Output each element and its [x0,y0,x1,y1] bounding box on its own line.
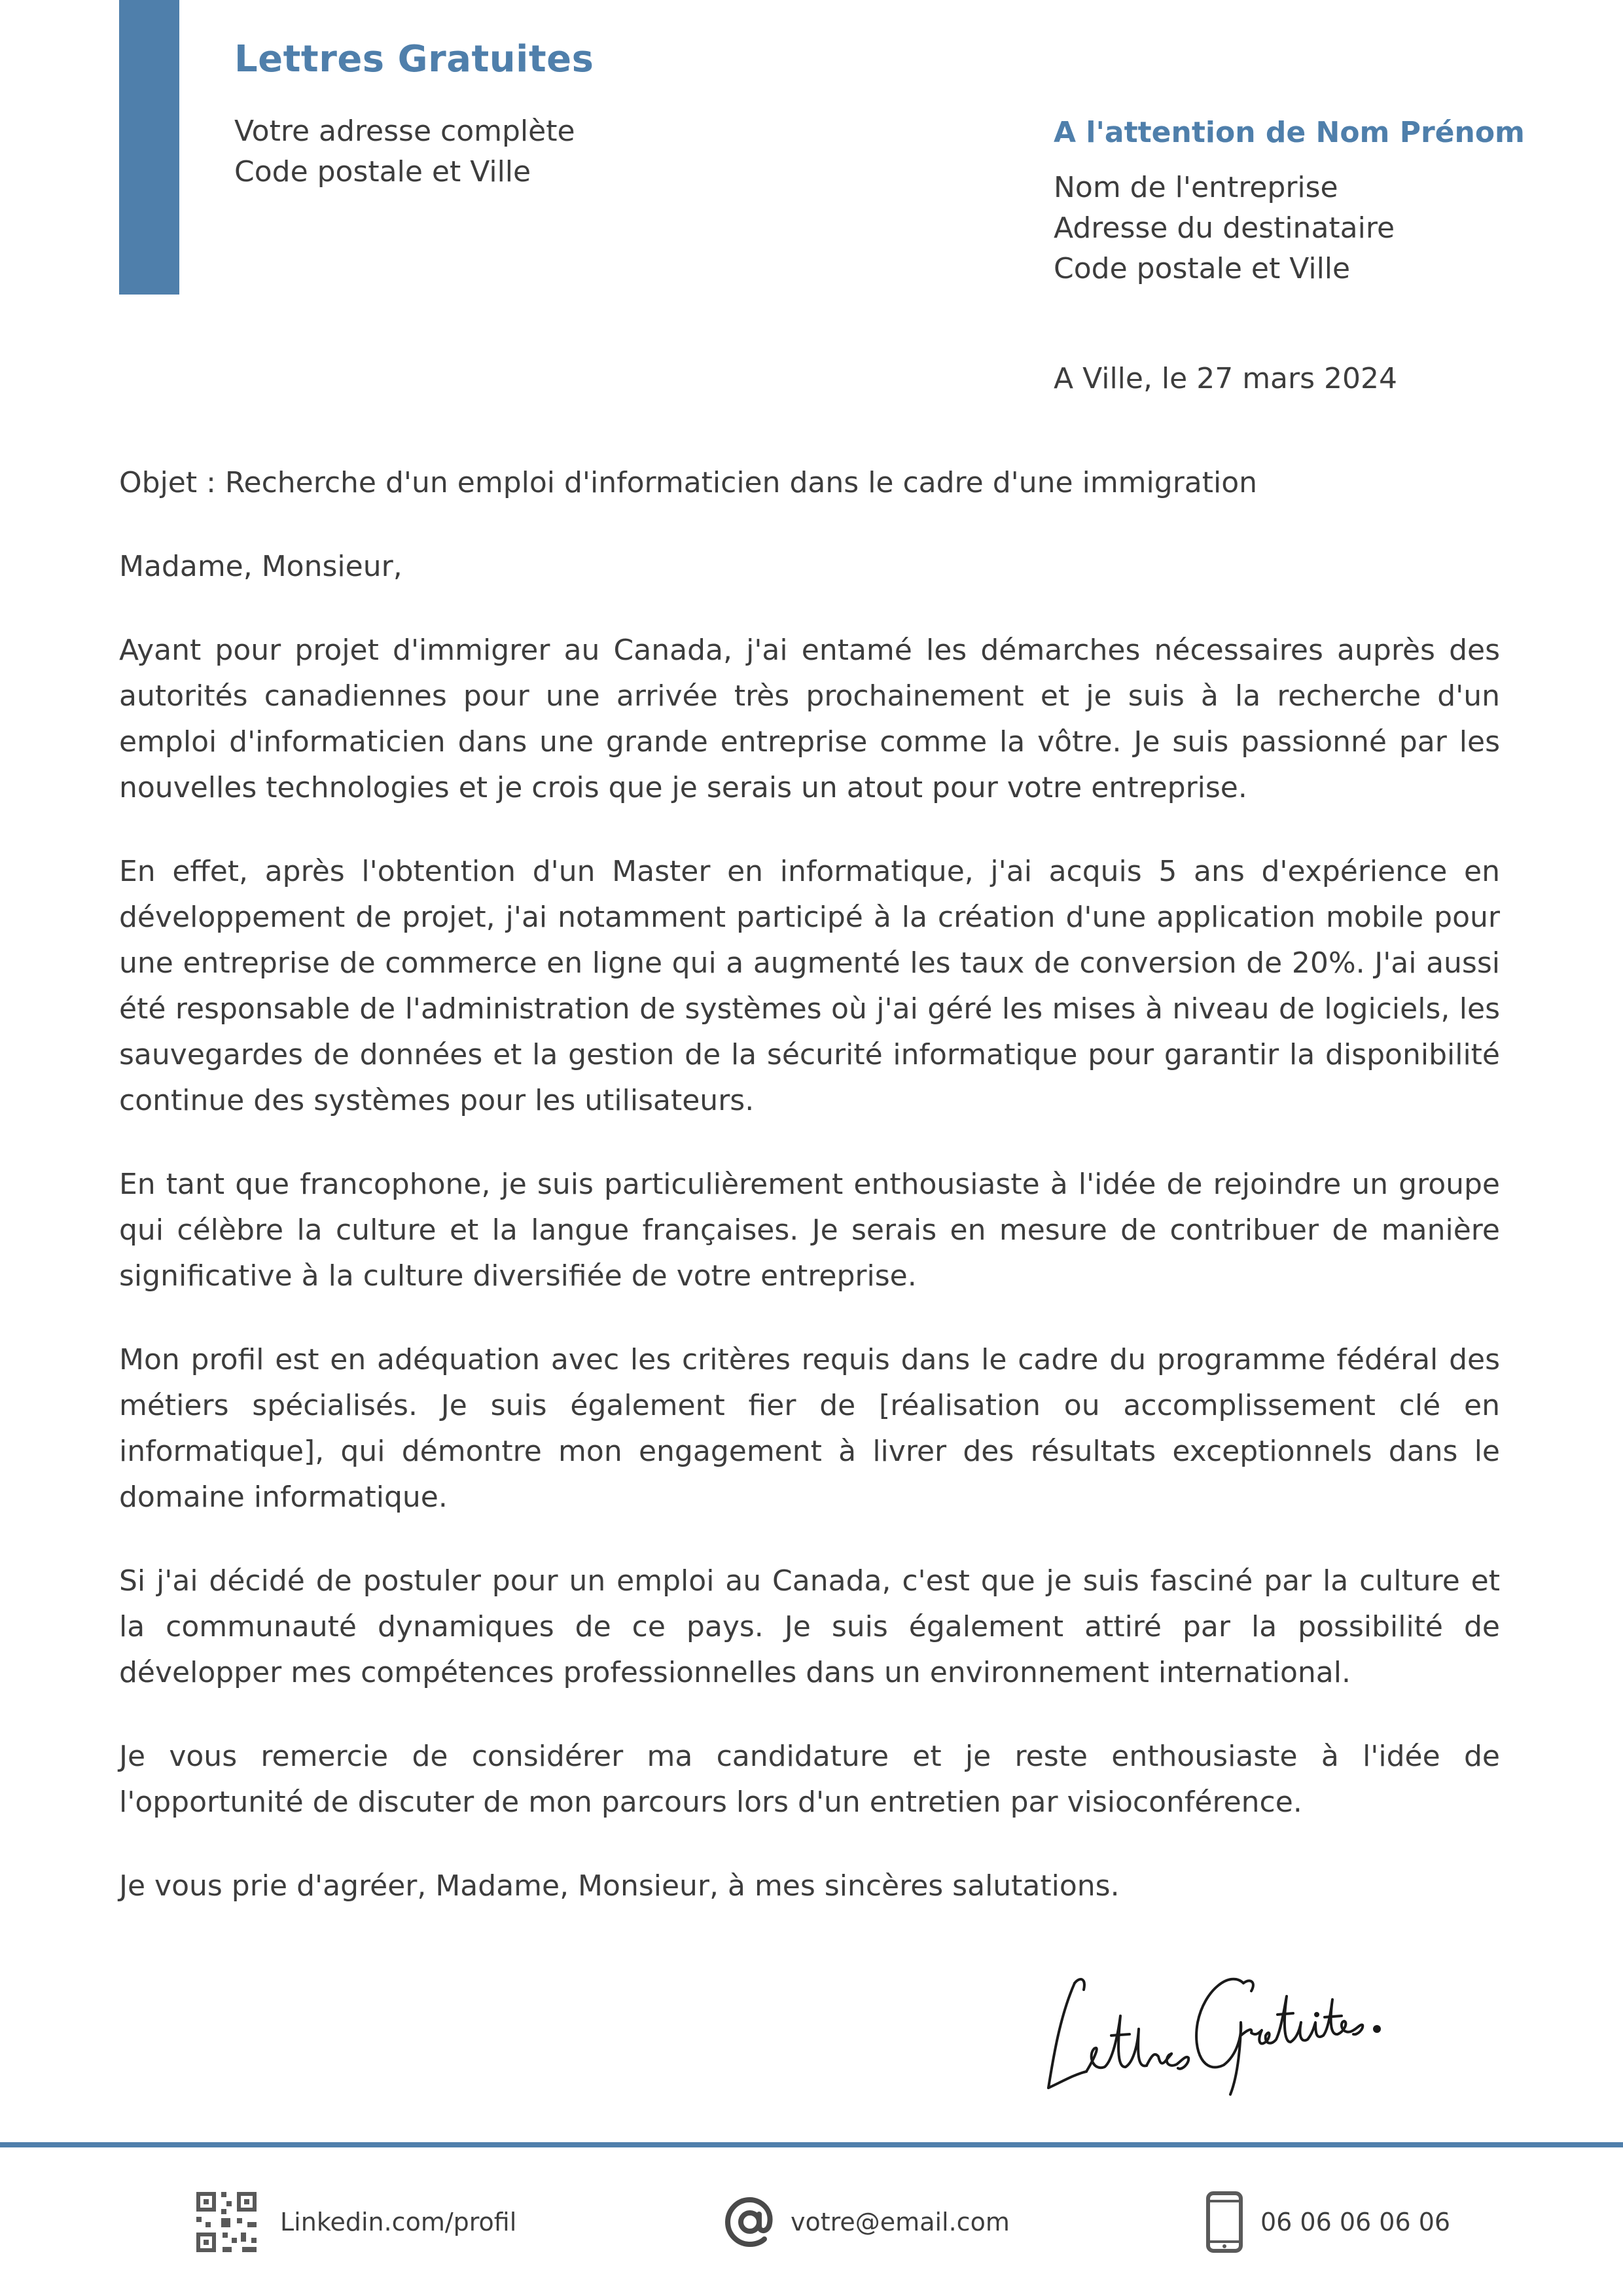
footer-email[interactable] [725,2189,1010,2255]
sender-address-line2: Code postale et Ville [234,155,531,188]
closing-paragraph: Je vous prie d'agréer, Madame, Monsieur, à mes sincères salutations. [119,1869,1120,1903]
recipient-block [1054,113,1525,289]
letter-date: A Ville, le 27 mars 2024 [1054,362,1397,395]
handwritten-signature [1034,1937,1400,2108]
letter-subject: Objet : Recherche d'un emploi d'informaticien dans le cadre d'une immigration [119,466,1258,499]
accent-bar [119,0,179,295]
paragraph-2: En effet, après l'obtention d'un Master en informatique, j'ai acquis 5 ans d'expérience en développement de projet, j'ai notamment participé à la création d'une application mobile pour une entreprise de commerce en ligne qui a augmenté les taux de conversion de 20%. J'ai aussi été responsable de l'administration de systèmes où j'ai géré les mises à niveau de logiciels, les sauvegardes de données et la gestion de la sécurité informatique pour garantir la disponibilité continue des systèmes pour les utilisateurs. [119,855,1500,1117]
paragraph-6: Je vous remercie de considérer ma candidature et je reste enthousiaste à l'idée de l'opportunité de discuter de mon parcours lors d'un entretien par visioconférence. [119,1740,1500,1819]
letter-body [119,460,1500,1947]
paragraph-4: Mon profil est en adéquation avec les critères requis dans le cadre du programme fédéral des métiers spécialisés. Je suis également fier de [réalisation ou accomplissement clé en informatique], qui démontre mon engagement à livrer des résultats exceptionnels dans le domaine informatique. [119,1343,1500,1514]
sender-address-line1: Votre adresse complète [234,115,575,148]
footer-phone[interactable] [1205,2189,1450,2255]
footer-linkedin-text: Linkedin.com/profil [280,2208,517,2236]
qr-code-icon [196,2192,257,2252]
footer-divider [0,2142,1623,2147]
phone-icon [1205,2191,1243,2253]
paragraph-5: Si j'ai décidé de postuler pour un emploi au Canada, c'est que je suis fasciné par la culture et la communauté dynamiques de ce pays. Je suis également attiré par la possibilité de développer mes compétences professionnelles dans un environnement international. [119,1564,1500,1689]
paragraph-1: Ayant pour projet d'immigrer au Canada, j'ai entamé les démarches nécessaires auprès des autorités canadiennes pour une arrivée très prochainement et je suis à la recherche d'un emploi d'informaticien dans une grande entreprise comme la vôtre. Je suis passionné par les nouvelles technologies et je crois que je serais un atout pour votre entreprise. [119,634,1500,804]
footer-email-text: votre@email.com [791,2208,1010,2236]
letter-salutation: Madame, Monsieur, [119,550,402,583]
recipient-company: Nom de l'entreprise [1054,171,1338,204]
sender-address [234,111,575,192]
recipient-city: Code postale et Ville [1054,252,1351,285]
recipient-address: Adresse du destinataire [1054,211,1395,245]
paragraph-3: En tant que francophone, je suis particulièrement enthousiaste à l'idée de rejoindre un groupe qui célèbre la culture et la langue françaises. Je serais en mesure de contribuer de manière significative à la culture diversifiée de votre entreprise. [119,1168,1500,1293]
sender-name: Lettres Gratuites [234,38,594,81]
at-sign-icon [725,2197,775,2247]
footer-linkedin[interactable] [196,2189,516,2255]
recipient-attention: A l'attention de Nom Prénom [1054,116,1525,149]
footer-phone-text: 06 06 06 06 06 [1260,2208,1451,2236]
